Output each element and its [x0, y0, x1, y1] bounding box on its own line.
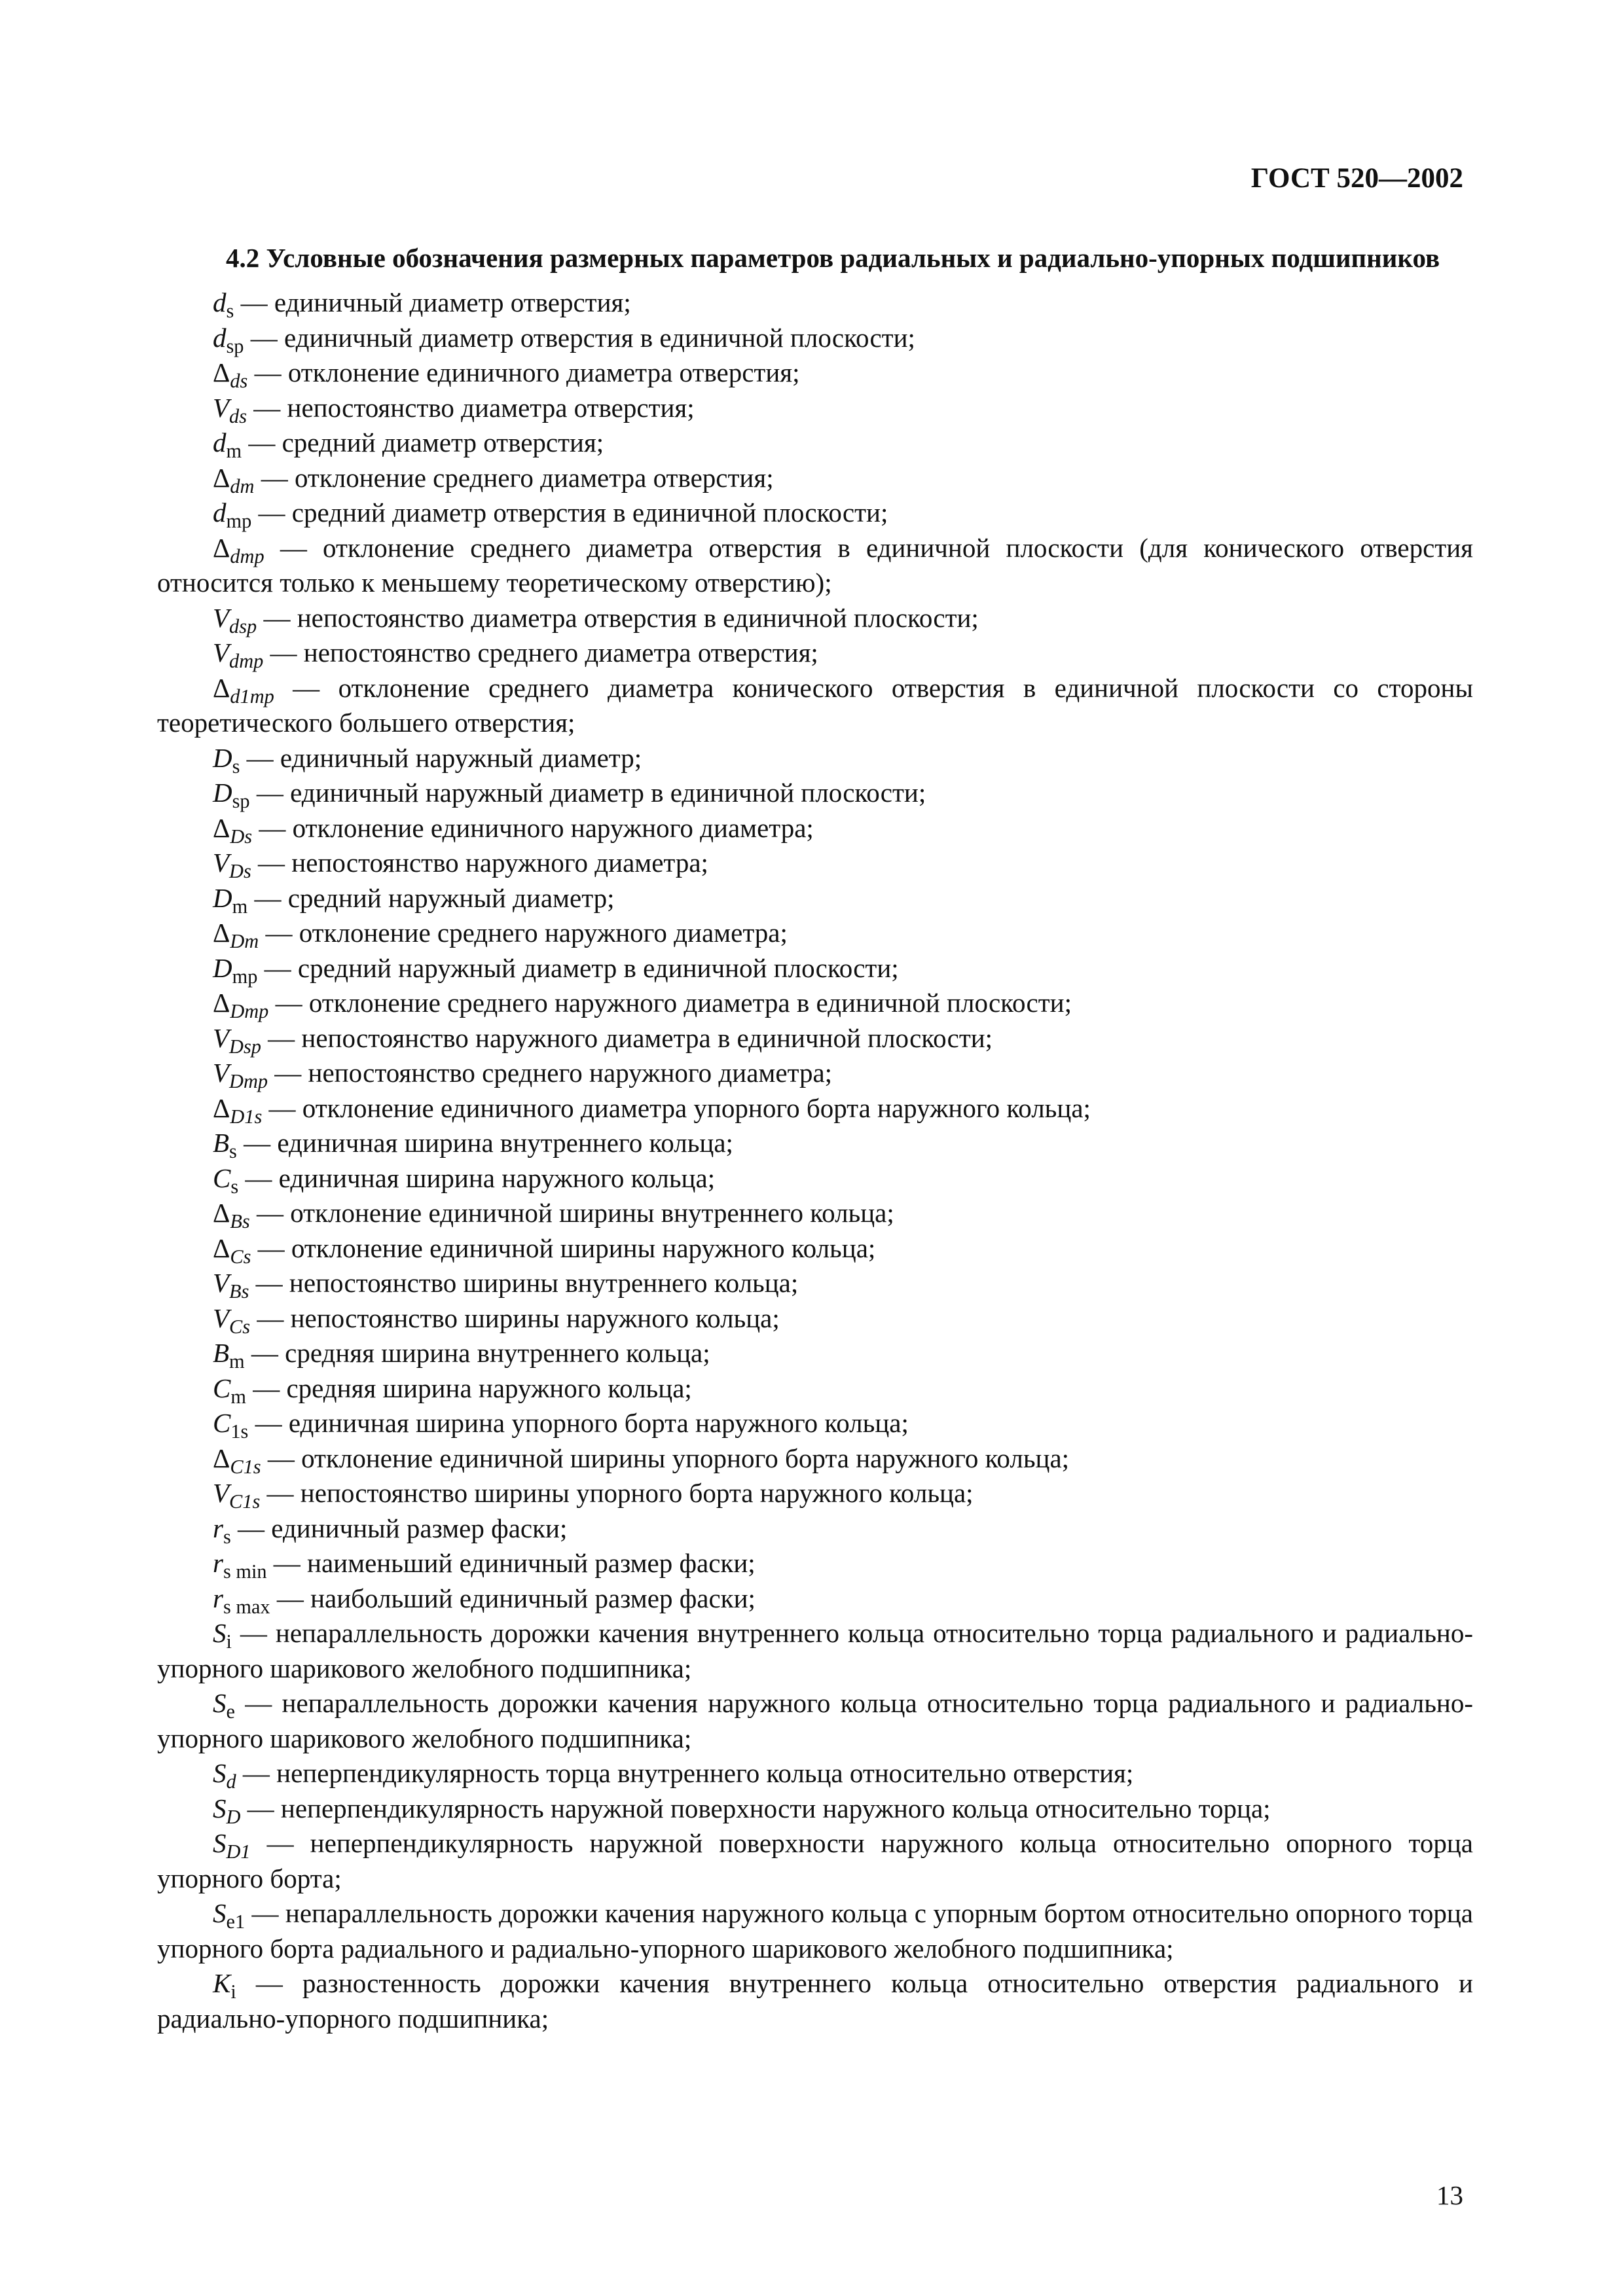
page-number: 13 [1436, 2180, 1463, 2210]
symbol-subscript: s [226, 300, 234, 323]
symbol-base: K [213, 1968, 231, 1998]
symbol [213, 287, 234, 323]
symbol [213, 1793, 241, 1828]
definition-text: — непараллельность дорожки качения внутреннего кольца относительно торца радиального и радиально-упорного шарикового желобного подшипника; [157, 1618, 1473, 1683]
symbol-subscript: D [226, 1805, 241, 1828]
delta-prefix: Δ [213, 532, 230, 563]
symbol-base: S [213, 1758, 227, 1788]
delta-prefix: Δ [213, 988, 230, 1018]
definition-text: — разностенность дорожки качения внутреннего кольца относительно отверстия радиального и радиально-упорного подшипника; [157, 1968, 1473, 2034]
symbol-subscript: i [230, 1981, 236, 2003]
symbol-subscript: Dsp [229, 1035, 261, 1058]
symbol-subscript: sp [232, 790, 250, 813]
definition-text: — отклонение среднего диаметра конического отверстия в единичной плоскости со стороны теоретического большего отверстия; [157, 672, 1473, 738]
definition-item [157, 671, 1473, 741]
definition-item [157, 811, 1473, 846]
symbol-base: V [213, 848, 230, 878]
symbol-base: d [213, 427, 227, 457]
definition-text: — наименьший единичный размер фаски; [266, 1548, 756, 1578]
delta-prefix: Δ [213, 1443, 230, 1473]
symbol [213, 1898, 246, 1933]
definition-text: — единичная ширина внутреннего кольца; [236, 1128, 733, 1158]
symbol-subscript: d1mp [230, 685, 274, 708]
definition-text: — единичная ширина наружного кольца; [238, 1162, 716, 1193]
definition-text: — непостоянство наружного диаметра; [251, 848, 708, 878]
symbol-subscript: D1 [226, 1840, 251, 1863]
symbol [213, 1618, 232, 1653]
symbol-subscript: dm [230, 475, 255, 497]
symbol-subscript: Bs [230, 1210, 250, 1233]
definition-text: — средняя ширина внутреннего кольца; [244, 1338, 710, 1368]
symbol-base: r [213, 1583, 223, 1613]
definition-item [157, 1511, 1473, 1547]
section-title: 4.2 Условные обозначения размерных параметров радиальных и радиально-упорных подшипников [226, 243, 1440, 273]
symbol-subscript: C1s [230, 1455, 261, 1478]
symbol [213, 812, 253, 848]
symbol [213, 1058, 268, 1093]
symbol-subscript: i [226, 1630, 232, 1653]
definition-text: — отклонение единичного диаметра отверстия; [247, 357, 800, 387]
definition-item [157, 1301, 1473, 1336]
definition-text: — непостоянство ширины внутреннего кольца; [249, 1268, 799, 1298]
symbol-base: S [213, 1618, 227, 1648]
symbol-base: V [213, 1478, 230, 1508]
symbol [213, 672, 274, 708]
definition-item [157, 1056, 1473, 1091]
definition-text: — отклонение среднего наружного диаметра в единичной плоскости; [268, 988, 1072, 1018]
symbol-base: C [213, 1408, 231, 1438]
symbol [213, 778, 250, 813]
symbol-subscript: Dmp [229, 1070, 268, 1093]
symbol-subscript: sp [226, 334, 244, 357]
symbol [213, 952, 258, 988]
symbol [213, 1232, 251, 1268]
definition-item [157, 531, 1473, 601]
symbol-base: r [213, 1548, 223, 1578]
definition-text: — средняя ширина наружного кольца; [246, 1372, 692, 1403]
symbol-subscript: mp [232, 965, 258, 988]
definition-text: — непостоянство диаметра отверстия в единичной плоскости; [257, 602, 979, 633]
symbol [213, 1688, 235, 1723]
definition-item [157, 916, 1473, 951]
definition-text: — непостоянство среднего наружного диаметра; [268, 1058, 833, 1088]
delta-prefix: Δ [213, 357, 230, 387]
definition-item [157, 1546, 1473, 1581]
definition-item [157, 1231, 1473, 1266]
symbol-base: B [213, 1128, 230, 1158]
symbol-subscript: dsp [229, 615, 257, 637]
symbol-subscript: s [230, 1175, 239, 1198]
definition-item [157, 1021, 1473, 1056]
symbol [213, 602, 257, 637]
symbol-subscript: m [230, 1385, 246, 1408]
delta-prefix: Δ [213, 462, 230, 493]
definition-text: — средний наружный диаметр; [247, 882, 615, 913]
symbol-base: D [213, 882, 232, 913]
definition-item [157, 1826, 1473, 1896]
definition-text: — непараллельность дорожки качения наружного кольца с упорным бортом относительно опорного торца упорного борта радиального и радиально-упорного шарикового желобного подшипника; [157, 1898, 1473, 1964]
symbol-base: d [213, 497, 227, 528]
definition-item [157, 1126, 1473, 1161]
definition-text: — непостоянство диаметра отверстия; [247, 392, 695, 423]
symbol-base: S [213, 1793, 227, 1823]
symbol-base: C [213, 1372, 231, 1403]
symbol-base: r [213, 1513, 223, 1543]
definition-text: — непостоянство наружного диаметра в единичной плоскости; [261, 1022, 993, 1053]
definition-text: — непостоянство ширины упорного борта наружного кольца; [260, 1478, 974, 1508]
definition-item [157, 1266, 1473, 1301]
symbol-subscript: Cs [230, 1245, 251, 1268]
definition-item [157, 1336, 1473, 1371]
symbol-base: B [213, 1338, 230, 1368]
symbol-subscript: d [226, 1770, 236, 1793]
definition-text: — отклонение единичного диаметра упорного борта наружного кольца; [262, 1092, 1091, 1123]
symbol-base: V [213, 637, 230, 668]
symbol [213, 1548, 267, 1583]
symbol-base: V [213, 1302, 230, 1333]
symbol [213, 637, 264, 673]
symbol-subscript: Cs [229, 1315, 251, 1338]
symbol [213, 322, 244, 357]
definition-text: — единичный размер фаски; [230, 1513, 568, 1543]
symbol-base: V [213, 1022, 230, 1053]
symbol-subscript: s [229, 1140, 237, 1163]
definition-item [157, 636, 1473, 671]
definition-text: — средний диаметр отверстия; [242, 427, 604, 457]
definition-item [157, 495, 1473, 531]
definition-item [157, 1896, 1473, 1966]
symbol [213, 1758, 236, 1793]
symbol-subscript: Bs [229, 1280, 249, 1303]
definition-item [157, 1966, 1473, 2036]
definition-text: — средний наружный диаметр в единичной плоскости; [257, 952, 899, 983]
symbol [213, 1372, 246, 1408]
definition-item [157, 1476, 1473, 1511]
symbol-subscript: ds [230, 370, 248, 393]
symbol-subscript: dmp [229, 650, 264, 673]
symbol [213, 882, 248, 918]
definition-text: — неперпендикулярность наружной поверхности наружного кольца относительно торца; [240, 1793, 1271, 1823]
symbol [213, 1162, 239, 1198]
definition-text: — непостоянство среднего диаметра отверстия; [263, 637, 818, 668]
symbol-base: V [213, 602, 230, 633]
symbol [213, 1478, 261, 1513]
symbol-subscript: 1s [230, 1420, 249, 1443]
definition-item [157, 1756, 1473, 1791]
definition-item [157, 1581, 1473, 1617]
symbol [213, 848, 251, 883]
definition-text: — непостоянство ширины наружного кольца; [250, 1302, 780, 1333]
symbol-subscript: s max [223, 1595, 270, 1618]
symbol-subscript: Dm [230, 930, 259, 953]
symbol [213, 392, 247, 427]
delta-prefix: Δ [213, 1092, 230, 1123]
symbol-base: V [213, 392, 230, 423]
symbol [213, 1513, 231, 1548]
symbol-subscript: C1s [229, 1490, 261, 1513]
symbol-base: V [213, 1268, 230, 1298]
symbol [213, 1968, 236, 2003]
symbol-subscript: s [232, 755, 240, 778]
symbol-subscript: Ds [229, 860, 251, 883]
definition-item [157, 776, 1473, 811]
symbol [213, 918, 259, 953]
symbol-subscript: dmp [230, 545, 264, 567]
symbol [213, 1128, 237, 1163]
symbol [213, 1443, 261, 1478]
definition-item [157, 391, 1473, 426]
definition-text: — единичный наружный диаметр в единичной плоскости; [249, 778, 926, 808]
definition-item [157, 1686, 1473, 1756]
definition-item [157, 321, 1473, 356]
symbol-base: S [213, 1828, 227, 1858]
definition-item [157, 601, 1473, 636]
definition-item [157, 741, 1473, 776]
definition-text: — отклонение среднего диаметра отверстия в единичной плоскости (для конического отверстия относится только к меньшему теоретическому отверстию); [157, 532, 1473, 598]
symbol-base: D [213, 742, 232, 773]
symbol [213, 1198, 250, 1233]
symbol [213, 462, 255, 497]
symbol-subscript: e1 [226, 1910, 246, 1933]
symbol-subscript: s [223, 1525, 231, 1548]
definition-text: — отклонение среднего наружного диаметра; [259, 918, 788, 948]
definition-text: — неперпендикулярность торца внутреннего кольца относительно отверстия; [236, 1758, 1134, 1788]
delta-prefix: Δ [213, 1198, 230, 1228]
symbol [213, 1583, 270, 1618]
definition-item [157, 285, 1473, 321]
definition-item [157, 461, 1473, 496]
definitions-list [157, 285, 1473, 2036]
symbol-base: C [213, 1162, 231, 1193]
definition-text: — отклонение среднего диаметра отверстия; [254, 462, 774, 493]
definition-text: — непараллельность дорожки качения наружного кольца относительно торца радиального и радиально-упорного шарикового желобного подшипника; [157, 1688, 1473, 1753]
symbol-base: S [213, 1688, 227, 1718]
symbol-subscript: m [226, 440, 242, 463]
definition-item [157, 986, 1473, 1021]
symbol [213, 497, 252, 533]
symbol-subscript: ds [229, 404, 247, 427]
definition-text: — средний диаметр отверстия в единичной плоскости; [251, 497, 888, 528]
symbol [213, 1828, 251, 1863]
symbol-subscript: D1s [230, 1105, 263, 1128]
definition-item [157, 425, 1473, 461]
delta-prefix: Δ [213, 1232, 230, 1263]
definition-item [157, 846, 1473, 881]
definition-item [157, 1161, 1473, 1196]
symbol [213, 357, 248, 393]
definition-item [157, 1791, 1473, 1827]
symbol [213, 988, 269, 1023]
symbol [213, 532, 264, 567]
document-id-header: ГОСТ 520—2002 [1250, 163, 1463, 194]
definition-text: — отклонение единичного наружного диаметра; [252, 812, 814, 843]
definition-item [157, 1616, 1473, 1686]
symbol [213, 1408, 249, 1443]
symbol-base: D [213, 952, 232, 983]
definition-text: — единичный диаметр отверстия в единичной плоскости; [244, 322, 915, 353]
definition-item [157, 881, 1473, 916]
symbol [213, 1338, 245, 1373]
symbol-subscript: m [232, 895, 248, 918]
symbol-subscript: s min [223, 1560, 267, 1583]
definition-item [157, 355, 1473, 391]
symbol-subscript: e [226, 1700, 235, 1723]
symbol-subscript: mp [226, 510, 252, 533]
definition-item [157, 1406, 1473, 1441]
definition-item [157, 1441, 1473, 1477]
definition-text: — отклонение единичной ширины наружного кольца; [251, 1232, 876, 1263]
symbol [213, 1092, 263, 1128]
symbol [213, 1302, 251, 1338]
symbol [213, 1022, 261, 1058]
delta-prefix: Δ [213, 918, 230, 948]
symbol-base: d [213, 322, 227, 353]
symbol [213, 427, 242, 463]
symbol-base: d [213, 287, 227, 317]
definition-item [157, 1091, 1473, 1126]
definition-item [157, 1371, 1473, 1407]
symbol-subscript: Dmp [230, 1000, 269, 1023]
symbol-subscript: m [229, 1350, 245, 1373]
symbol-base: V [213, 1058, 230, 1088]
definition-text: — единичная ширина упорного борта наружного кольца; [248, 1408, 909, 1438]
definition-text: — наибольший единичный размер фаски; [270, 1583, 756, 1613]
definition-text: — единичный диаметр отверстия; [234, 287, 631, 317]
symbol-base: D [213, 778, 232, 808]
definition-item [157, 1196, 1473, 1231]
symbol-subscript: Ds [230, 825, 253, 848]
definition-text: — отклонение единичной ширины внутреннего кольца; [249, 1198, 894, 1228]
delta-prefix: Δ [213, 812, 230, 843]
definition-text: — единичный наружный диаметр; [240, 742, 642, 773]
definition-text: — неперпендикулярность наружной поверхности наружного кольца относительно опорного торца упорного борта; [157, 1828, 1473, 1893]
symbol [213, 1268, 249, 1303]
definition-item [157, 951, 1473, 986]
delta-prefix: Δ [213, 672, 230, 703]
symbol [213, 742, 240, 778]
definition-text: — отклонение единичной ширины упорного борта наружного кольца; [261, 1443, 1070, 1473]
symbol-base: S [213, 1898, 227, 1928]
